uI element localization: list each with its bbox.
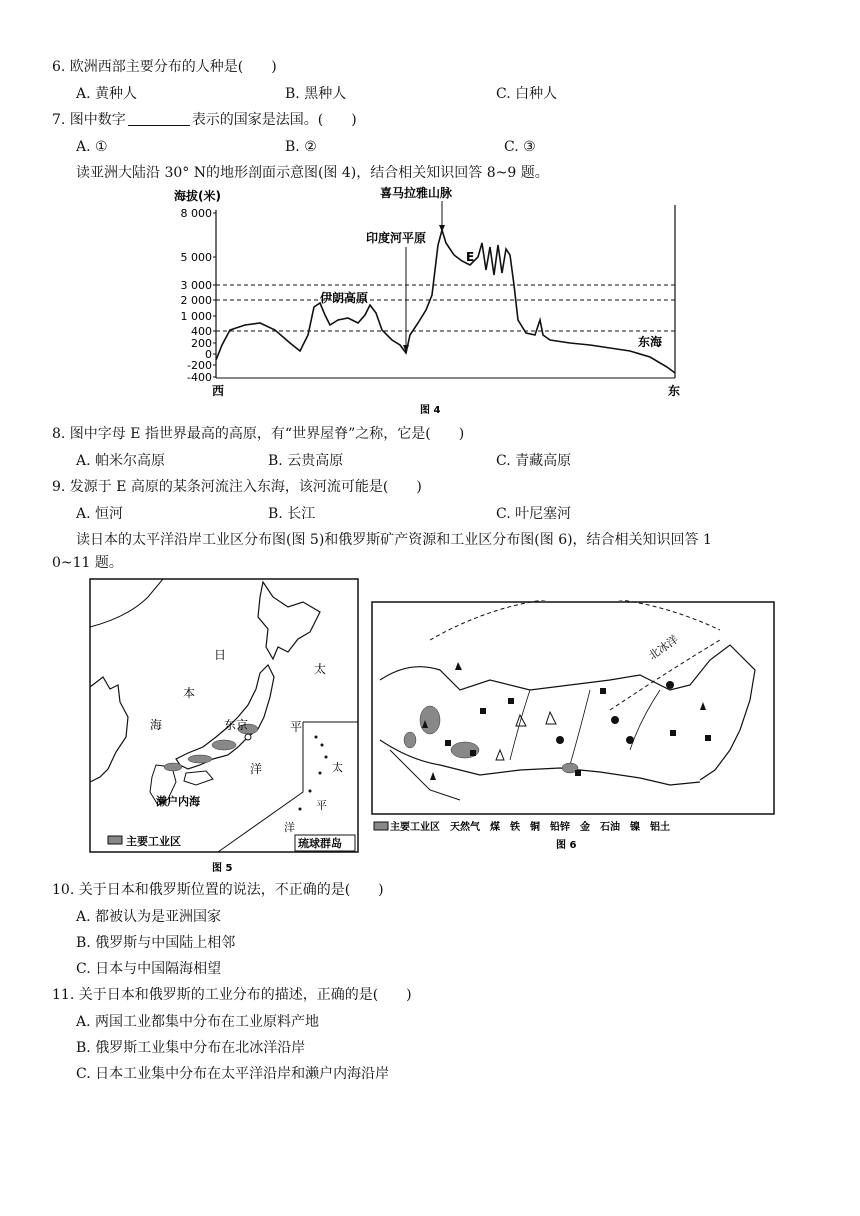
figure-5-caption: 图 5: [212, 863, 233, 874]
terrain-profile-line: [216, 230, 675, 373]
label-yang2: 洋: [284, 821, 295, 834]
figure-4-intro: 读亚洲大陆沿 30° N的地形剖面示意图(图 4)，结合相关知识回答 8~9 题。: [76, 165, 549, 181]
question-10-option-b[interactable]: B. 俄罗斯与中国陆上相邻: [76, 935, 236, 951]
y-tick: -200: [187, 359, 212, 372]
question-7-option-a[interactable]: A. ①: [76, 139, 108, 155]
label-ping2: 平: [316, 799, 327, 812]
question-6-option-a[interactable]: A. 黄种人: [76, 86, 138, 102]
west-label: 西: [212, 384, 225, 398]
question-9-option-b[interactable]: B. 长江: [268, 506, 316, 522]
label-hai: 海: [150, 718, 163, 732]
question-6-option-b[interactable]: B. 黑种人: [285, 86, 347, 102]
y-tick: 5 000: [180, 251, 212, 264]
e-letter-label: E: [466, 250, 475, 264]
question-9-option-c[interactable]: C. 叶尼塞河: [496, 506, 572, 522]
question-8-option-b[interactable]: B. 云贵高原: [268, 453, 344, 469]
question-7-option-b[interactable]: B. ②: [285, 139, 317, 155]
question-7-stem-post: 表示的国家是法国。( ): [191, 112, 357, 128]
indus-plain-label: 印度河平原: [366, 231, 427, 245]
y-tick: 0: [205, 348, 212, 361]
ryukyu-label: 琉球群岛: [298, 837, 342, 850]
question-7-option-c[interactable]: C. ③: [504, 139, 536, 155]
figure-6-russia-map: [370, 600, 778, 855]
question-11-option-b[interactable]: B. 俄罗斯工业集中分布在北冰洋沿岸: [76, 1040, 306, 1056]
figure-4-terrain-profile: [170, 185, 690, 415]
y-tick: 3 000: [180, 279, 212, 292]
question-8-option-a[interactable]: A. 帕米尔高原: [76, 453, 166, 469]
figure-5-6-intro-line2: 0~11 题。: [52, 555, 123, 571]
y-tick: 200: [191, 337, 212, 350]
russia-legend: 主要工业区 天然气 煤 铁 铜 铅锌 金 石油 镍 铝土: [390, 822, 670, 833]
tokyo-point: [245, 734, 251, 740]
question-11-option-c[interactable]: C. 日本工业集中分布在太平洋沿岸和濑户内海沿岸: [76, 1066, 390, 1082]
label-ping: 平: [290, 720, 303, 734]
answer-blank[interactable]: [128, 111, 190, 126]
y-axis-label: 海拔(米): [174, 189, 221, 203]
y-tick: 2 000: [180, 294, 212, 307]
label-tai2: 太: [332, 761, 343, 774]
y-tick: -400: [187, 371, 212, 384]
figure-4-caption: 图 4: [420, 405, 441, 415]
figure-5-japan-map: [88, 577, 363, 877]
y-tick: 1 000: [180, 310, 212, 323]
question-10-option-a[interactable]: A. 都被认为是亚洲国家: [76, 909, 222, 925]
label-tai: 太: [314, 662, 327, 676]
seto-label: 濑户内海: [156, 795, 200, 808]
y-tick: 8 000: [180, 207, 212, 220]
figure-6-caption: 图 6: [556, 840, 577, 851]
y-tick: 400: [191, 325, 212, 338]
himalaya-label: 喜马拉雅山脉: [380, 186, 453, 200]
question-6-option-c[interactable]: C. 白种人: [496, 86, 558, 102]
east-sea-label: 东海: [638, 335, 663, 349]
question-9-stem: 9. 发源于 E 高原的某条河流注入东海，该河流可能是( ): [52, 479, 422, 495]
iran-plateau-label: 伊朗高原: [320, 291, 369, 305]
label-ben: 本: [183, 686, 196, 700]
label-ri: 日: [214, 648, 227, 662]
tokyo-label: 东京: [224, 718, 249, 732]
question-11-stem: 11. 关于日本和俄罗斯的工业分布的描述，正确的是( ): [52, 987, 412, 1003]
question-7-stem-pre: 7. 图中数字: [52, 112, 126, 128]
figure-5-6-intro-line1: 读日本的太平洋沿岸工业区分布图(图 5)和俄罗斯矿产资源和工业区分布图(图 6)，结合相关知识回答 1: [76, 532, 712, 548]
question-11-option-a[interactable]: A. 两国工业都集中分布在工业原料产地: [76, 1014, 320, 1030]
question-7-stem: [52, 110, 357, 130]
question-8-option-c[interactable]: C. 青藏高原: [496, 453, 572, 469]
question-10-stem: 10. 关于日本和俄罗斯位置的说法，不正确的是( ): [52, 882, 384, 898]
arctic-label: 北冰洋: [646, 632, 681, 663]
question-9-option-a[interactable]: A. 恒河: [76, 506, 124, 522]
label-yang: 洋: [250, 762, 263, 776]
legend-industrial: 主要工业区: [126, 835, 181, 848]
east-label: 东: [668, 384, 681, 398]
question-6-stem: 6. 欧洲西部主要分布的人种是( ): [52, 59, 277, 75]
question-10-option-c[interactable]: C. 日本与中国隔海相望: [76, 961, 222, 977]
question-8-stem: 8. 图中字母 E 指世界最高的高原，有“世界屋脊”之称，它是( ): [52, 426, 465, 442]
